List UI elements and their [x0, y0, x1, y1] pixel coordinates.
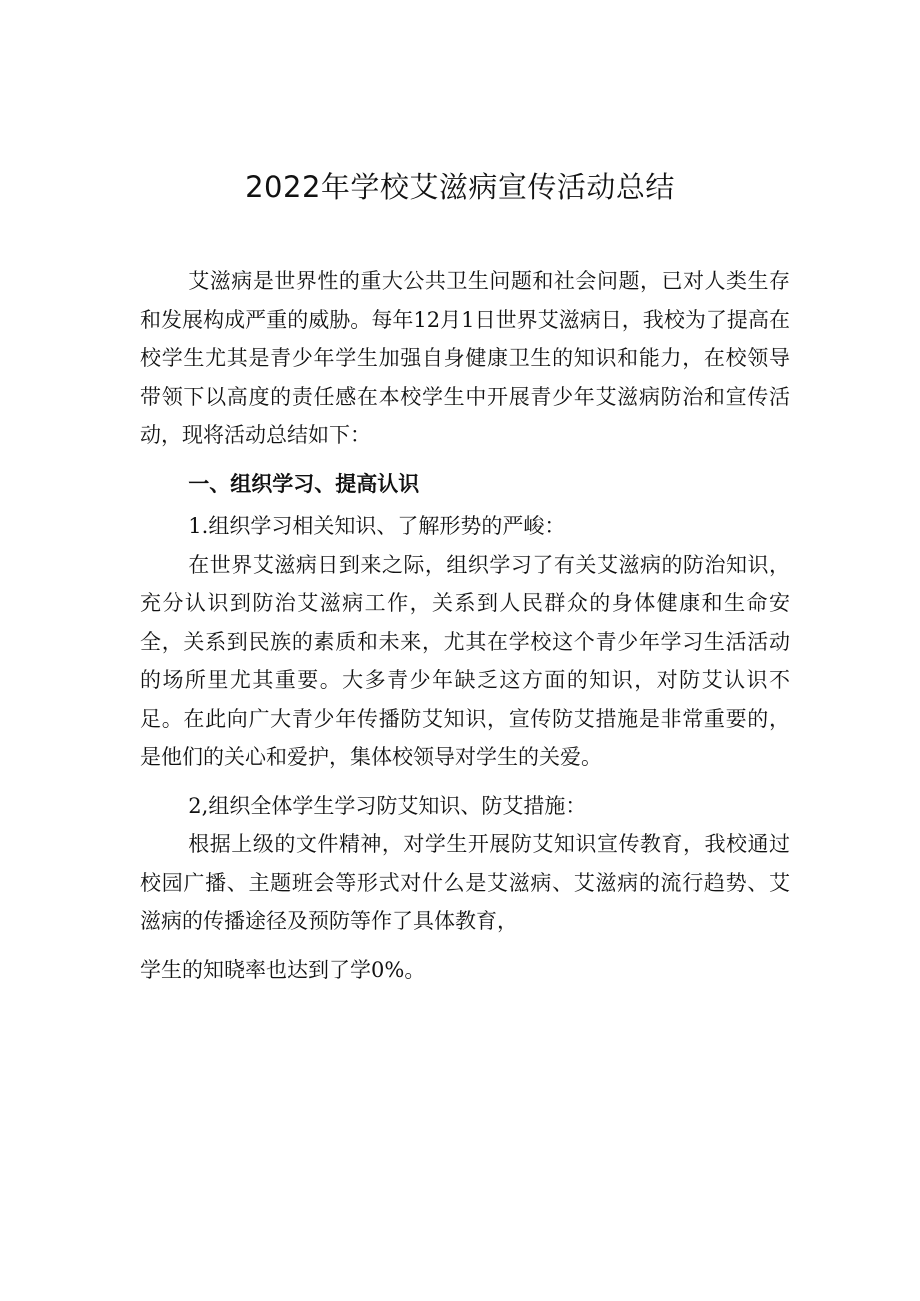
item-2-heading: 2,组织全体学生学习防艾知识、防艾措施： — [188, 793, 587, 818]
closing-paragraph: 学生的知晓率也达到了学0%。 — [140, 957, 426, 982]
intro-paragraph: 艾滋病是世界性的重大公共卫生问题和社会问题，已对人类生存和发展构成严重的威胁。每年12月1日世界艾滋病日，我校为了提高在校学生尤其是青少年学生加强自身健康卫生的知识和能力，在校领导带领下以高度的责任感在本校学生中开展青少年艾滋病防治和宣传活动，现将活动总结如下： — [140, 269, 790, 447]
document-title: 2022年学校艾滋病宣传活动总结 — [245, 170, 675, 204]
item-2-paragraph: 根据上级的文件精神，对学生开展防艾知识宣传教育，我校通过校园广播、主题班会等形式对什么是艾滋病、艾滋病的流行趋势、艾滋病的传播途径及预防等作了具体教育， — [140, 832, 790, 933]
item-1-paragraph: 在世界艾滋病日到来之际，组织学习了有关艾滋病的防治知识，充分认识到防治艾滋病工作，关系到人民群众的身体健康和生命安全，关系到民族的素质和未来，尤其在学校这个青少年学习生活活动的场所里尤其重要。大多青少年缺乏这方面的知识，对防艾认识不足。在此向广大青少年传播防艾知识，宣传防艾措施是非常重要的，是他们的关心和爱护，集体校领导对学生的关爱。 — [140, 552, 790, 769]
document-body — [140, 262, 790, 989]
item-1-heading: 1.组织学习相关知识、了解形势的严峻： — [188, 514, 566, 538]
section-1-heading: 一、组织学习、提高认识 — [188, 471, 420, 496]
